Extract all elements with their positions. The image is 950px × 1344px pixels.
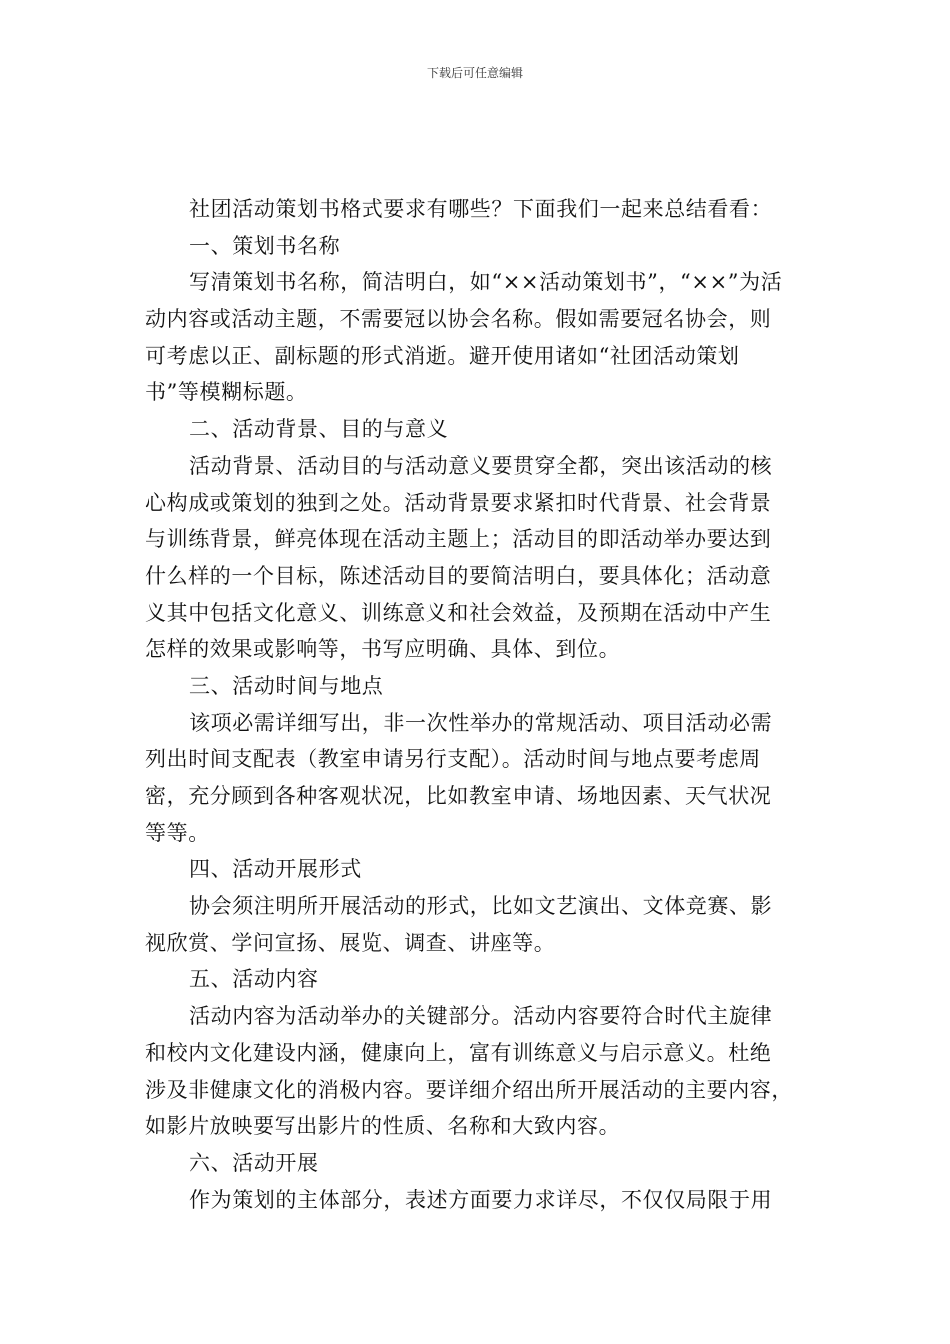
text-line: 该项必需详细写出，非一次性举办的常规活动、项目活动必需: [189, 710, 773, 735]
text-line: 义其中包括文化意义、训练意义和社会效益，及预期在活动中产生: [145, 600, 772, 625]
text-line: 一、策划书名称: [189, 233, 341, 258]
text-line: 四、活动开展形式: [189, 857, 362, 882]
text-line: 与训练背景，鲜亮体现在活动主题上；活动目的即活动举办要达到: [145, 527, 772, 552]
text-line: 什么样的一个目标，陈述活动目的要简洁明白，要具体化；活动意: [145, 563, 772, 588]
text-line: 六、活动开展: [189, 1150, 319, 1175]
text-line: 社团活动策划书格式要求有哪些？下面我们一起来总结看看：: [189, 197, 773, 221]
text-line: 等等。: [145, 820, 210, 845]
text-line: 如影片放映要写出影片的性质、名称和大致内容。: [145, 1114, 621, 1139]
text-line: 二、活动背景、目的与意义: [189, 417, 449, 442]
text-line: 可考虑以正、副标题的形式消逝。避开使用诸如“社团活动策划: [145, 343, 740, 368]
text-line: 书”等模糊标题。: [145, 380, 308, 405]
text-line: 五、活动内容: [189, 967, 319, 992]
text-line: 视欣赏、学问宣扬、展览、调查、讲座等。: [145, 930, 556, 955]
text-line: 列出时间支配表（教室申请另行支配）。活动时间与地点要考虑周: [145, 747, 761, 772]
text-line: 三、活动时间与地点: [189, 673, 384, 698]
text-line: 心构成或策划的独到之处。活动背景要求紧扣时代背景、社会背景: [145, 490, 772, 515]
document-body: [145, 191, 815, 1218]
page-header: 下载后可任意编辑: [426, 66, 523, 80]
text-line: 和校内文化建设内涵，健康向上，富有训练意义与启示意义。杜绝: [145, 1040, 772, 1065]
text-line: 作为策划的主体部分，表述方面要力求详尽，不仅仅局限于用: [189, 1187, 773, 1212]
text-line: 活动内容为活动举办的关键部分。活动内容要符合时代主旋律: [189, 1004, 773, 1029]
text-line: 怎样的效果或影响等，书写应明确、具体、到位。: [145, 637, 621, 662]
text-line: 协会须注明所开展活动的形式，比如文艺演出、文体竞赛、影: [189, 894, 773, 919]
text-line: 动内容或活动主题，不需要冠以协会名称。假如需要冠名协会，则: [145, 307, 772, 332]
text-line: 写清策划书名称，简洁明白，如“××活动策划书”，“××”为活: [189, 270, 783, 295]
text-line: 活动背景、活动目的与活动意义要贯穿全都，突出该活动的核: [189, 453, 773, 478]
text-line: 密，充分顾到各种客观状况，比如教室申请、场地因素、天气状况: [145, 784, 772, 808]
text-line: 涉及非健康文化的消极内容。要详细介绍出所开展活动的主要内容，: [145, 1077, 793, 1102]
